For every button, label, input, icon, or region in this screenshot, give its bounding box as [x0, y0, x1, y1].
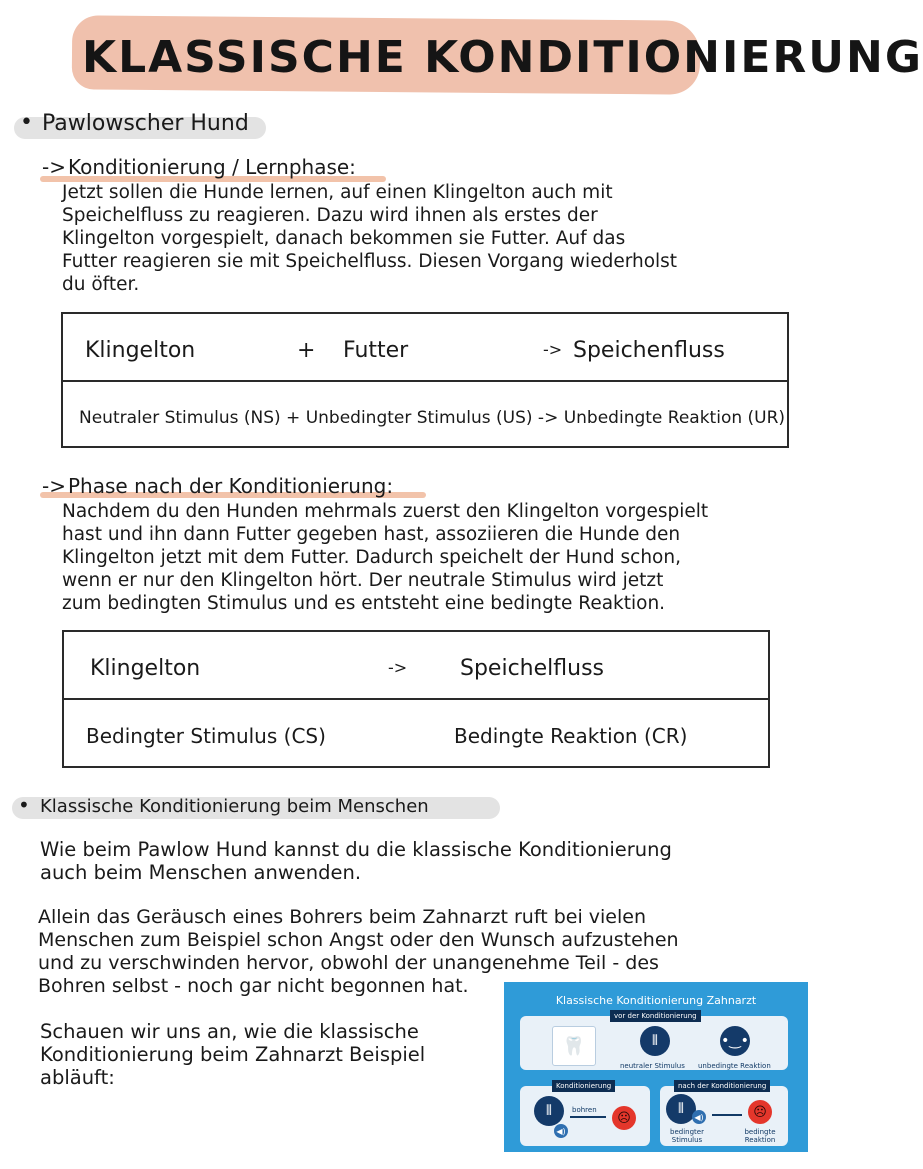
text-line: Menschen zum Beispiel schon Angst oder den Wunsch aufzustehen	[38, 929, 679, 951]
text-line: Futter reagieren sie mit Speichelfluss. Diesen Vorgang wiederholst	[62, 251, 678, 272]
cell-conditioned-stimulus: Bedingter Stimulus (CS)	[86, 724, 326, 748]
text-line: du öfter.	[62, 274, 140, 295]
neutral-face-icon: •‿•	[720, 1026, 750, 1056]
bullet-dot: •	[18, 793, 30, 817]
arrow-icon	[712, 1114, 742, 1116]
text-line: Konditionierung beim Zahnarzt Beispiel	[40, 1043, 426, 1066]
page-title: KLASSISCHE KONDITIONIERUNG	[82, 32, 923, 83]
label-conditioned-stimulus: bedingter Stimulus	[670, 1128, 704, 1144]
text-line: Klingelton jetzt mit dem Futter. Dadurch speichelt der Hund schon,	[62, 547, 681, 568]
section-heading-pawlow: Pawlowscher Hund	[42, 111, 249, 136]
arrow-icon	[570, 1116, 606, 1118]
text-line: Schauen wir uns an, wie die klassische	[40, 1020, 419, 1043]
infographic-title: Klassische Konditionierung Zahnarzt	[555, 994, 757, 1007]
sound-icon: ◀)	[554, 1124, 568, 1138]
cell-conditioned-response: Bedingte Reaktion (CR)	[454, 724, 688, 748]
cell-speichelfluss: Speichelfluss	[460, 656, 604, 681]
tag-before: vor der Konditionierung	[610, 1010, 701, 1022]
phase2-table	[62, 630, 770, 768]
text-line: Nachdem du den Hunden mehrmals zuerst den Klingelton vorgespielt	[62, 501, 709, 522]
phase2-paragraph	[62, 500, 782, 615]
sad-face-icon: ☹	[612, 1106, 636, 1130]
cell-stimulus-formula: Neutraler Stimulus (NS) + Unbedingter Stimulus (US) -> Unbedingte Reaktion (UR)	[79, 408, 786, 428]
arrow-icon: ->	[543, 340, 563, 359]
text-line: Wie beim Pawlow Hund kannst du die klassische Konditionierung	[40, 838, 672, 861]
sad-face-icon: ☹	[748, 1100, 772, 1124]
phase2-heading: Phase nach der Konditionierung:	[68, 474, 394, 498]
cell-klingelton: Klingelton	[90, 656, 201, 681]
drill-icon: ⫴	[534, 1096, 564, 1126]
cell-speichenfluss: Speichenfluss	[573, 338, 725, 363]
text-line: abläuft:	[40, 1066, 115, 1089]
dentist-infographic	[504, 982, 808, 1152]
text-line: Jetzt sollen die Hunde lernen, auf einen Klingelton auch mit	[62, 182, 613, 203]
text-line: zum bedingten Stimulus und es entsteht eine bedingte Reaktion.	[62, 593, 666, 614]
bullet-dot: •	[20, 110, 33, 135]
human-paragraph-1	[40, 838, 780, 884]
label-unconditioned-response: unbedingte Reaktion	[698, 1062, 771, 1070]
text-line: Allein das Geräusch eines Bohrers beim Zahnarzt ruft bei vielen	[38, 906, 646, 928]
human-paragraph-3	[40, 1020, 492, 1089]
drill-icon: ⫴	[666, 1094, 696, 1124]
arrow-icon: ->	[388, 658, 408, 677]
sound-icon: ◀)	[692, 1110, 706, 1124]
section-heading-human: Klassische Konditionierung beim Menschen	[40, 796, 429, 817]
arrow-icon: ->	[42, 474, 66, 498]
tag-during: Konditionierung	[552, 1080, 615, 1092]
table-divider	[64, 698, 768, 700]
drill-icon: ⫴	[640, 1026, 670, 1056]
text-line: wenn er nur den Klingelton hört. Der neutrale Stimulus wird jetzt	[62, 570, 664, 591]
text-line: und zu verschwinden hervor, obwohl der unangenehme Teil - des	[38, 952, 659, 974]
phase1-table	[61, 312, 789, 448]
text-line: Klingelton vorgespielt, danach bekommen sie Futter. Auf das	[62, 228, 626, 249]
cell-futter: Futter	[343, 338, 409, 363]
tag-after: nach der Konditionierung	[674, 1080, 770, 1092]
dentist-icon: 🦷	[552, 1026, 596, 1066]
text-line: hast und ihn dann Futter gegeben hast, assoziieren die Hunde den	[62, 524, 681, 545]
phase1-heading: Konditionierung / Lernphase:	[68, 155, 356, 179]
label-drill: bohren	[572, 1106, 597, 1114]
text-line: Speichelfluss zu reagieren. Dazu wird ihnen als erstes der	[62, 205, 598, 226]
table-divider	[63, 380, 787, 382]
text-line: auch beim Menschen anwenden.	[40, 861, 362, 884]
phase1-paragraph	[62, 181, 782, 296]
arrow-icon: ->	[42, 155, 66, 179]
label-conditioned-response: bedingte Reaktion	[744, 1128, 776, 1144]
text-line: Bohren selbst - noch gar nicht begonnen hat.	[38, 975, 469, 997]
label-neutral-stimulus: neutraler Stimulus	[620, 1062, 685, 1070]
cell-klingelton: Klingelton	[85, 338, 196, 363]
plus-sign: +	[297, 338, 316, 363]
